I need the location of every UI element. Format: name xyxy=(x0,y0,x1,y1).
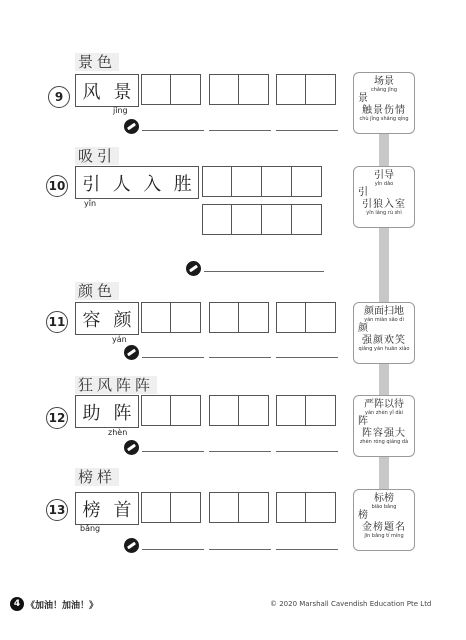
exercise-9-writing-cells-1[interactable] xyxy=(141,74,201,105)
exercise-10-number: 10 xyxy=(46,175,68,197)
exercise-11-writing-cells-3[interactable] xyxy=(276,302,336,333)
answer-line[interactable] xyxy=(209,549,271,550)
phrase-char: 入 xyxy=(143,173,162,195)
exercise-12-word: 狂风阵阵 xyxy=(75,376,157,394)
card-idiom: 强颜欢笑 xyxy=(362,335,406,346)
answer-line[interactable] xyxy=(209,357,271,358)
exercise-9-reference-card xyxy=(353,72,415,134)
exercise-13-writing-cells-2[interactable] xyxy=(209,492,269,523)
exercise-13-writing-cells-1[interactable] xyxy=(141,492,201,523)
card-top-word: 场景 xyxy=(374,76,394,87)
answer-line[interactable] xyxy=(142,549,204,550)
card-idiom-pinyin: jīn bǎng tí míng xyxy=(364,533,404,539)
card-idiom: 阵容强大 xyxy=(362,428,406,439)
writing-cell[interactable] xyxy=(292,204,322,235)
writing-cell[interactable] xyxy=(239,395,269,426)
answer-line[interactable] xyxy=(142,357,204,358)
exercise-12-writing-cells-1[interactable] xyxy=(141,395,201,426)
writing-cell[interactable] xyxy=(276,74,306,105)
writing-cell[interactable] xyxy=(276,395,306,426)
pencil-icon xyxy=(124,440,139,455)
writing-cell[interactable] xyxy=(306,492,336,523)
book-title: 《加油！加油！》 xyxy=(26,601,99,611)
card-top-pinyin: yǐn dǎo xyxy=(374,181,394,187)
card-top-word: 引导 xyxy=(374,170,394,181)
exercise-9-word: 景色 xyxy=(75,53,119,71)
phrase-char: 颜 xyxy=(113,309,132,331)
writing-cell[interactable] xyxy=(239,302,269,333)
phrase-char: 榜 xyxy=(82,499,101,521)
exercise-13-word: 榜样 xyxy=(75,468,119,486)
writing-cell[interactable] xyxy=(239,74,269,105)
card-idiom-pinyin: yǐn láng rù shì xyxy=(366,210,402,216)
phrase-char: 景 xyxy=(113,81,132,103)
writing-cell[interactable] xyxy=(262,166,292,197)
answer-line[interactable] xyxy=(276,357,338,358)
writing-cell[interactable] xyxy=(141,74,171,105)
card-focus-char: 景 xyxy=(358,93,368,104)
writing-cell[interactable] xyxy=(209,395,239,426)
exercise-9-pinyin: jǐng xyxy=(113,106,128,115)
card-idiom: 金榜题名 xyxy=(362,522,406,533)
card-idiom: 触景伤情 xyxy=(362,105,406,116)
exercise-11-reference-card xyxy=(353,302,415,364)
answer-line[interactable] xyxy=(209,130,271,131)
card-idiom-pinyin: chù jǐng shāng qíng xyxy=(359,116,409,122)
card-top-word: 颜面扫地 xyxy=(364,306,404,317)
exercise-12-writing-cells-2[interactable] xyxy=(209,395,269,426)
exercise-10-writing-cells-1[interactable] xyxy=(202,166,322,197)
exercise-13-writing-cells-3[interactable] xyxy=(276,492,336,523)
page-number: 4 xyxy=(10,597,24,611)
writing-cell[interactable] xyxy=(239,492,269,523)
writing-cell[interactable] xyxy=(171,492,201,523)
phrase-char: 风 xyxy=(82,81,101,103)
phrase-char: 人 xyxy=(112,173,131,195)
exercise-13-number: 13 xyxy=(46,499,68,521)
card-top-pinyin: biāo bǎng xyxy=(371,504,397,510)
card-focus-char: 阵 xyxy=(358,416,368,427)
writing-cell[interactable] xyxy=(209,302,239,333)
exercise-9-number: 9 xyxy=(48,86,70,108)
writing-cell[interactable] xyxy=(232,204,262,235)
writing-cell[interactable] xyxy=(232,166,262,197)
card-top-word: 严阵以待 xyxy=(364,399,404,410)
copyright-notice: © 2020 Marshall Cavendish Education Pte Ltd xyxy=(270,600,432,608)
pencil-icon xyxy=(186,261,201,276)
writing-cell[interactable] xyxy=(276,492,306,523)
writing-cell[interactable] xyxy=(141,492,171,523)
exercise-9-writing-cells-3[interactable] xyxy=(276,74,336,105)
answer-line[interactable] xyxy=(276,451,338,452)
answer-line[interactable] xyxy=(142,130,204,131)
exercise-11-phrase-box xyxy=(75,302,139,335)
writing-cell[interactable] xyxy=(306,74,336,105)
card-top-pinyin: yán zhèn yǐ dài xyxy=(365,410,403,416)
exercise-9-phrase-box xyxy=(75,74,139,107)
exercise-11-writing-cells-2[interactable] xyxy=(209,302,269,333)
card-focus-char: 引 xyxy=(358,187,368,198)
writing-cell[interactable] xyxy=(209,492,239,523)
exercise-12-number: 12 xyxy=(46,407,68,429)
exercise-13-pinyin: bǎng xyxy=(80,524,101,533)
answer-line[interactable] xyxy=(204,271,324,272)
phrase-char: 胜 xyxy=(173,173,192,195)
answer-line[interactable] xyxy=(142,451,204,452)
card-top-pinyin: yán miàn sǎo dì xyxy=(364,317,404,323)
card-idiom-pinyin: qiǎng yán huān xiào xyxy=(358,346,410,352)
writing-cell[interactable] xyxy=(171,74,201,105)
phrase-char: 阵 xyxy=(113,402,132,424)
exercise-12-reference-card xyxy=(353,395,415,457)
writing-cell[interactable] xyxy=(306,302,336,333)
exercise-13-reference-card xyxy=(353,489,415,551)
card-focus-char: 颜 xyxy=(358,323,368,334)
card-idiom: 引狼入室 xyxy=(362,199,406,210)
card-top-pinyin: chǎng jǐng xyxy=(370,87,398,93)
writing-cell[interactable] xyxy=(141,395,171,426)
pencil-icon xyxy=(124,538,139,553)
exercise-13-phrase-box xyxy=(75,492,139,525)
card-top-word: 标榜 xyxy=(374,493,394,504)
writing-cell[interactable] xyxy=(171,395,201,426)
phrase-char: 首 xyxy=(113,499,132,521)
answer-line[interactable] xyxy=(276,130,338,131)
writing-cell[interactable] xyxy=(202,166,232,197)
phrase-char: 引 xyxy=(82,173,101,195)
exercise-11-word: 颜色 xyxy=(75,282,119,300)
exercise-12-phrase-box xyxy=(75,395,139,428)
exercise-11-pinyin: yán xyxy=(112,335,127,344)
exercise-11-number: 11 xyxy=(46,311,68,333)
exercise-11-writing-cells-1[interactable] xyxy=(141,302,201,333)
writing-cell[interactable] xyxy=(141,302,171,333)
exercise-9-writing-cells-2[interactable] xyxy=(209,74,269,105)
card-focus-char: 榜 xyxy=(358,510,368,521)
pencil-icon xyxy=(124,119,139,134)
phrase-char: 容 xyxy=(82,309,101,331)
exercise-10-word: 吸引 xyxy=(75,147,119,165)
phrase-char: 助 xyxy=(82,402,101,424)
exercise-10-pinyin: yǐn xyxy=(84,199,97,208)
writing-cell[interactable] xyxy=(202,204,232,235)
writing-cell[interactable] xyxy=(262,204,292,235)
card-idiom-pinyin: zhèn róng qiáng dà xyxy=(359,439,409,445)
exercise-10-phrase-box xyxy=(75,166,199,199)
exercise-12-writing-cells-3[interactable] xyxy=(276,395,336,426)
answer-line[interactable] xyxy=(276,549,338,550)
exercise-10-writing-cells-2[interactable] xyxy=(202,204,322,235)
answer-line[interactable] xyxy=(209,451,271,452)
writing-cell[interactable] xyxy=(306,395,336,426)
exercise-12-pinyin: zhèn xyxy=(108,428,128,437)
exercise-10-reference-card xyxy=(353,166,415,228)
writing-cell[interactable] xyxy=(292,166,322,197)
writing-cell[interactable] xyxy=(171,302,201,333)
writing-cell[interactable] xyxy=(276,302,306,333)
pencil-icon xyxy=(124,345,139,360)
writing-cell[interactable] xyxy=(209,74,239,105)
